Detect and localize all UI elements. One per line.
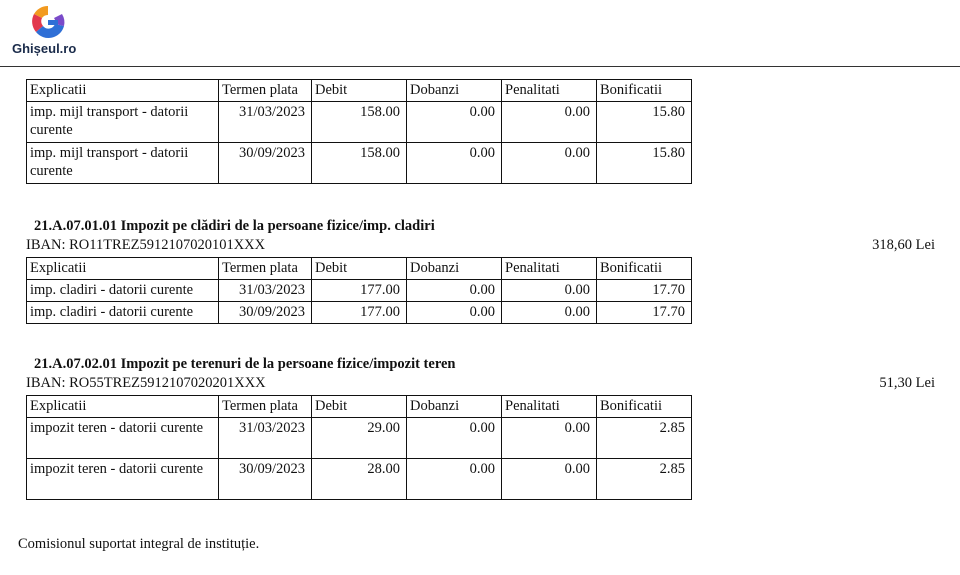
cell-bonificatii: 15.80 — [597, 143, 692, 184]
cell-debit: 158.00 — [312, 143, 407, 184]
table-header-row — [27, 258, 692, 280]
table-header-row — [27, 80, 692, 102]
cell-dobanzi: 0.00 — [407, 459, 502, 500]
table-row — [27, 459, 692, 500]
cell-explicatii: impozit teren - datorii curente — [27, 459, 219, 500]
table-row — [27, 143, 692, 184]
cell-debit: 29.00 — [312, 418, 407, 459]
cell-dobanzi: 0.00 — [407, 418, 502, 459]
total-teren: 51,30 Lei — [879, 375, 935, 391]
table-row — [27, 102, 692, 143]
land-tax-table — [26, 395, 692, 500]
ghiseul-logo-icon[interactable] — [28, 2, 68, 42]
section-title-teren: 21.A.07.02.01 Impozit pe terenuri de la persoane fizice/impozit teren — [34, 356, 456, 372]
cell-dobanzi: 0.00 — [407, 143, 502, 184]
cell-bonificatii: 17.70 — [597, 302, 692, 324]
col-explicatii: Explicatii — [27, 396, 219, 418]
col-termen-plata: Termen plata — [219, 80, 312, 102]
cell-penalitati: 0.00 — [502, 143, 597, 184]
page-header — [0, 0, 960, 67]
cell-bonificatii: 2.85 — [597, 459, 692, 500]
cell-debit: 28.00 — [312, 459, 407, 500]
cell-dobanzi: 0.00 — [407, 102, 502, 143]
cell-dobanzi: 0.00 — [407, 302, 502, 324]
cell-explicatii: imp. cladiri - datorii curente — [27, 280, 219, 302]
cell-bonificatii: 2.85 — [597, 418, 692, 459]
total-cladiri: 318,60 Lei — [872, 237, 935, 253]
cell-termen: 31/03/2023 — [219, 102, 312, 143]
col-termen-plata: Termen plata — [219, 258, 312, 280]
cell-penalitati: 0.00 — [502, 418, 597, 459]
transport-tax-table — [26, 79, 692, 184]
col-dobanzi: Dobanzi — [407, 80, 502, 102]
cell-termen: 31/03/2023 — [219, 418, 312, 459]
building-tax-table — [26, 257, 692, 324]
cell-termen: 30/09/2023 — [219, 459, 312, 500]
col-dobanzi: Dobanzi — [407, 258, 502, 280]
col-bonificatii: Bonificatii — [597, 258, 692, 280]
col-dobanzi: Dobanzi — [407, 396, 502, 418]
col-explicatii: Explicatii — [27, 80, 219, 102]
col-debit: Debit — [312, 258, 407, 280]
cell-termen: 30/09/2023 — [219, 302, 312, 324]
col-debit: Debit — [312, 80, 407, 102]
section-title-cladiri: 21.A.07.01.01 Impozit pe clădiri de la persoane fizice/imp. cladiri — [34, 218, 435, 234]
cell-dobanzi: 0.00 — [407, 280, 502, 302]
col-termen-plata: Termen plata — [219, 396, 312, 418]
col-bonificatii: Bonificatii — [597, 80, 692, 102]
cell-explicatii: impozit teren - datorii curente — [27, 418, 219, 459]
cell-explicatii: imp. cladiri - datorii curente — [27, 302, 219, 324]
table-header-row — [27, 396, 692, 418]
col-explicatii: Explicatii — [27, 258, 219, 280]
cell-bonificatii: 17.70 — [597, 280, 692, 302]
col-bonificatii: Bonificatii — [597, 396, 692, 418]
table-row — [27, 280, 692, 302]
cell-debit: 177.00 — [312, 280, 407, 302]
cell-debit: 177.00 — [312, 302, 407, 324]
table-row — [27, 302, 692, 324]
cell-debit: 158.00 — [312, 102, 407, 143]
col-penalitati: Penalitati — [502, 258, 597, 280]
cell-termen: 31/03/2023 — [219, 280, 312, 302]
table-row — [27, 418, 692, 459]
cell-penalitati: 0.00 — [502, 302, 597, 324]
cell-bonificatii: 15.80 — [597, 102, 692, 143]
logo-text: Ghișeul.ro — [12, 41, 77, 56]
col-penalitati: Penalitati — [502, 396, 597, 418]
iban-cladiri: IBAN: RO11TREZ5912107020101XXX — [26, 237, 266, 253]
cell-penalitati: 0.00 — [502, 280, 597, 302]
cell-penalitati: 0.00 — [502, 102, 597, 143]
cell-explicatii: imp. mijl transport - datorii curente — [27, 102, 219, 143]
cell-termen: 30/09/2023 — [219, 143, 312, 184]
cell-explicatii: imp. mijl transport - datorii curente — [27, 143, 219, 184]
cell-penalitati: 0.00 — [502, 459, 597, 500]
col-penalitati: Penalitati — [502, 80, 597, 102]
iban-teren: IBAN: RO55TREZ5912107020201XXX — [26, 375, 266, 391]
col-debit: Debit — [312, 396, 407, 418]
commission-note: Comisionul suportat integral de instituție. — [18, 536, 260, 552]
